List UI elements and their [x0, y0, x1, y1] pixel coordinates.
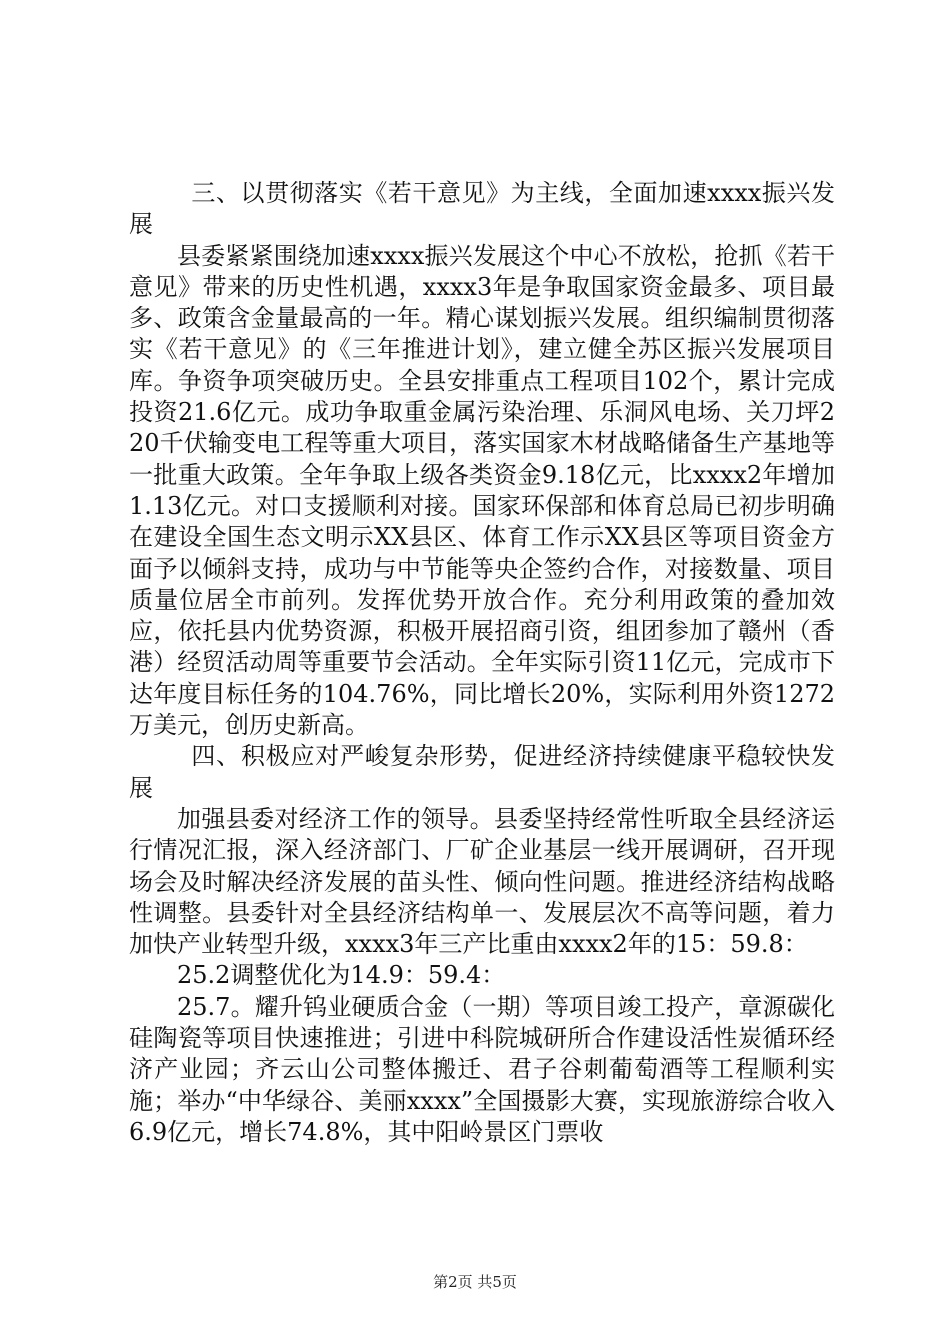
page-number-footer: 第2页 共5页	[433, 1273, 517, 1291]
section-heading-4: 四、积极应对严峻复杂形势，促进经济持续健康平稳较快发展	[129, 742, 835, 802]
document-body	[129, 178, 835, 1148]
body-paragraph: 县委紧紧围绕加速xxxx振兴发展这个中心不放松，抢抓《若干意见》带来的历史性机遇，xxxx3年是争取国家资金最多、项目最多、政策含金量最高的一年。精心谋划振兴发展。组织编制贯彻落实《若干意见》的《三年推进计划》，建立健全苏区振兴发展项目库。争资争项突破历史。全县安排重点工程项目102个，累计完成投资21.6亿元。成功争取重金属污染治理、乐洞风电场、关刀坪220千伏输变电工程等重大项目，落实国家木材战略储备生产基地等一批重大政策。全年争取上级各类资金9.18亿元，比xxxx2年增加1.13亿元。对口支援顺利对接。国家环保部和体育总局已初步明确在建设全国生态文明示XX县区、体育工作示XX县区等项目资金方面予以倾斜支持，成功与中节能等央企签约合作，对接数量、项目质量位居全市前列。发挥优势开放合作。充分利用政策的叠加效应，依托县内优势资源，积极开展招商引资，组团参加了赣州（香港）经贸活动周等重要节会活动。全年实际引资11亿元，完成市下达年度目标任务的104.76%，同比增长20%，实际利用外资1272万美元，创历史新高。	[129, 241, 835, 740]
body-paragraph: 25.2调整优化为14.9：59.4：	[177, 961, 506, 990]
body-paragraph: 25.7。耀升钨业硬质合金（一期）等项目竣工投产，章源碳化硅陶瓷等项目快速推进；引进中科院城研所合作建设活性炭循环经济产业园；齐云山公司整体搬迁、君子谷刺葡萄酒等工程顺利实施；举办“中华绿谷、美丽xxxx”全国摄影大赛，实现旅游综合收入6.9亿元，增长74.8%，其中阳岭景区门票收	[129, 992, 835, 1146]
section-heading-3: 三、以贯彻落实《若干意见》为主线，全面加速xxxx振兴发展	[129, 179, 835, 239]
body-paragraph: 加强县委对经济工作的领导。县委坚持经常性听取全县经济运行情况汇报，深入经济部门、厂矿企业基层一线开展调研，召开现场会及时解决经济发展的苗头性、倾向性问题。推进经济结构战略性调整。县委针对全县经济结构单一、发展层次不高等问题，着力加快产业转型升级，xxxx3年三产比重由xxxx2年的15：59.8：	[129, 804, 835, 959]
